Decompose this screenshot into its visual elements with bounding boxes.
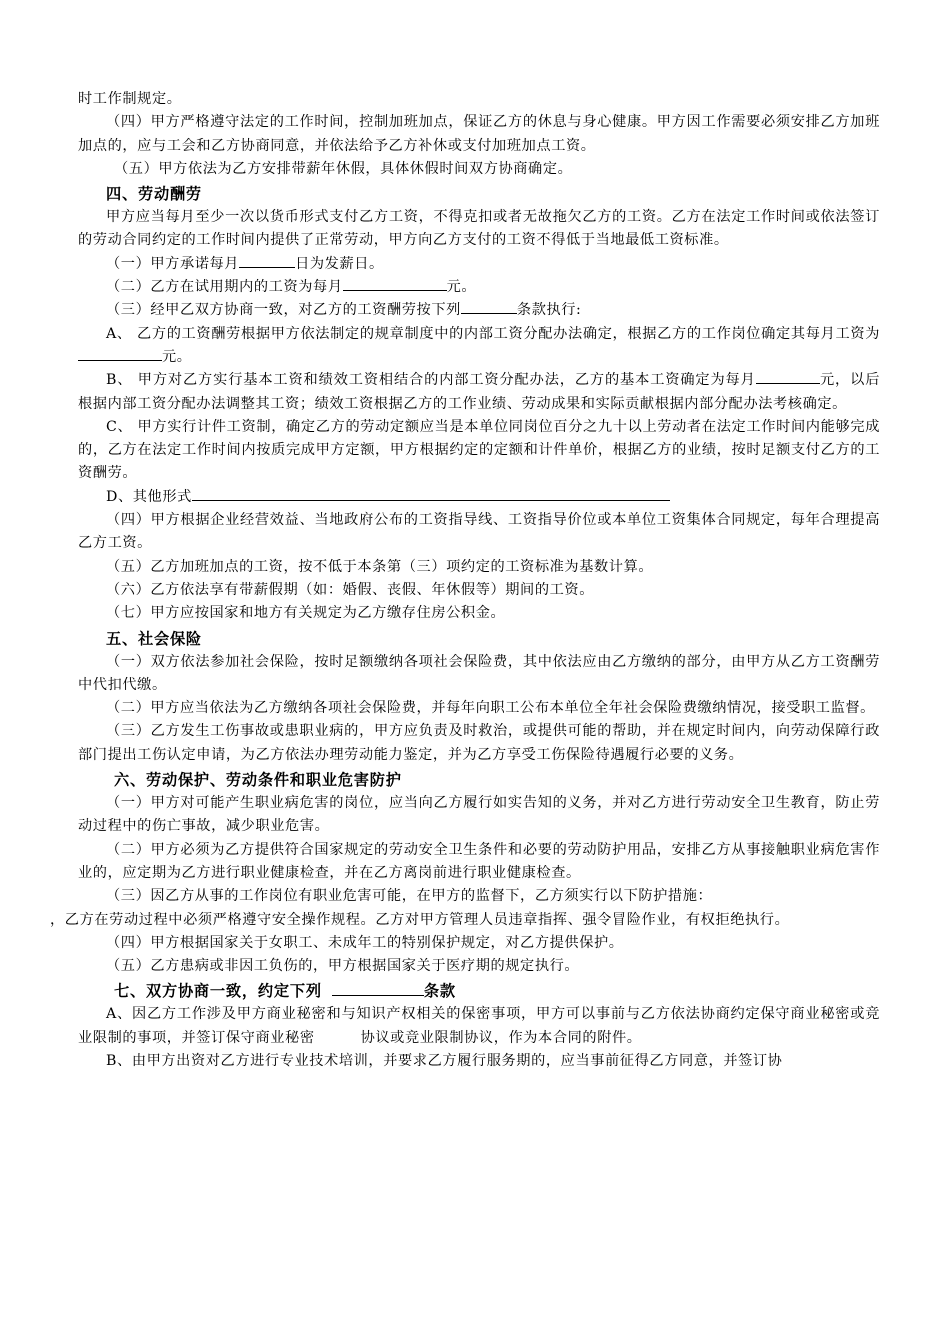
paragraph-wage-increase bbox=[78, 509, 880, 556]
section-heading-labor-protection bbox=[78, 768, 880, 792]
paragraph-insurance-2 bbox=[78, 697, 880, 720]
section-heading-social-insurance bbox=[78, 627, 880, 651]
text: （三）经甲乙双方协商一致，对乙方的工资酬劳按下列 bbox=[106, 302, 461, 319]
text: 元，以后根据内部工资分配办法调整其工资；绩效工资根据乙方的工作业绩、劳动成果和实际贡献根据内部分配办法考核确定。 bbox=[78, 372, 880, 412]
paragraph-payday bbox=[78, 253, 880, 276]
payday-blank[interactable] bbox=[239, 253, 295, 268]
text: （二）甲方应当依法为乙方缴纳各项社会保险费，并每年向职工公布本单位全年社会保险费缴纳情况，接受职工监督。 bbox=[106, 700, 875, 717]
paragraph-protection-5 bbox=[78, 955, 880, 978]
paragraph-protection-3 bbox=[50, 885, 880, 932]
paragraph-working-hours-end bbox=[78, 88, 880, 111]
heading-text: 四、劳动酬劳 bbox=[106, 185, 202, 204]
section-heading-agreed-terms bbox=[78, 979, 880, 1003]
paragraph-overtime-wage bbox=[78, 556, 880, 579]
text: （三）乙方发生工伤事故或患职业病的，甲方应负责及时救治，或提供可能的帮助，并在规定时间内，向劳动保障行政部门提出工伤认定申请，为乙方依法办理劳动能力鉴定，并为乙方享受工伤保险待遇履行必要的义务。 bbox=[78, 723, 880, 763]
text: 元。 bbox=[162, 348, 192, 365]
other-form-blank[interactable] bbox=[192, 486, 670, 501]
monthly-wage-blank[interactable] bbox=[78, 346, 162, 361]
text: （四）甲方根据企业经营效益、当地政府公布的工资指导线、工资指导价位或本单位工资集体合同规定，每年合理提高乙方工资。 bbox=[78, 512, 880, 552]
paragraph-annual-leave bbox=[78, 158, 880, 181]
text: ，乙方在劳动过程中必须严格遵守安全操作规程。乙方对甲方管理人员违章指挥、强令冒险作业，有权拒绝执行。 bbox=[50, 911, 790, 928]
text: （三）因乙方从事的工作岗位有职业危害可能，在甲方的监督下，乙方须实行以下防护措施： bbox=[106, 888, 713, 905]
text: 元。 bbox=[446, 279, 477, 296]
base-wage-blank[interactable] bbox=[756, 369, 820, 384]
text: （五）乙方加班加点的工资，按不低于本条第（三）项约定的工资标准为基数计算。 bbox=[106, 558, 654, 575]
text: （六）乙方依法享有带薪假期（如：婚假、丧假、年休假等）期间的工资。 bbox=[106, 581, 594, 598]
section-heading-remuneration bbox=[78, 182, 880, 206]
text: 条款执行: bbox=[516, 302, 582, 319]
paragraph-confidentiality bbox=[78, 1003, 880, 1050]
heading-text: 五、社会保险 bbox=[106, 629, 202, 648]
heading-text: 七、双方协商一致，约定下列 bbox=[114, 982, 322, 1001]
text: （二）甲方必须为乙方提供符合国家规定的劳动安全卫生条件和必要的劳动防护用品，安排乙方从事接触职业病危害作业的，应定期为乙方进行职业健康检查，并在乙方离岗前进行职业健康检查。 bbox=[78, 841, 880, 881]
text: 时工作制规定。 bbox=[78, 91, 182, 107]
text: 协议或竞业限制协议，作为本合同的附件。 bbox=[360, 1029, 642, 1046]
paragraph-insurance-3 bbox=[78, 720, 880, 767]
text: （一）双方依法参加社会保险，按时足额缴纳各项社会保险费，其中依法应由乙方缴纳的部分，由甲方从乙方工资酬劳中代扣代缴。 bbox=[78, 653, 880, 693]
text: A、因乙方工作涉及甲方商业秘密和与知识产权相关的保密事项，甲方可以事前与乙方依法协商约定保守商业秘密或竞业限制的事项，并签订保守商业秘密 bbox=[78, 1006, 880, 1046]
paragraph-overtime bbox=[78, 111, 880, 158]
paragraph-paid-leave-wage bbox=[78, 579, 880, 602]
text: （二）乙方在试用期内的工资为每月 bbox=[106, 279, 343, 296]
paragraph-training bbox=[78, 1050, 880, 1073]
probation-wage-blank[interactable] bbox=[343, 276, 447, 291]
paragraph-probation-wage bbox=[78, 276, 880, 299]
paragraph-protection-4 bbox=[78, 932, 880, 955]
text: （一）甲方对可能产生职业病危害的岗位，应当向乙方履行如实告知的义务，并对乙方进行劳动安全卫生教育，防止劳动过程中的伤亡事故，减少职业危害。 bbox=[78, 795, 880, 835]
text: （五）甲方依法为乙方安排带薪年休假，具体休假时间双方协商确定。 bbox=[114, 160, 573, 177]
text: （七）甲方应按国家和地方有关规定为乙方缴存住房公积金。 bbox=[106, 605, 506, 622]
contract-body bbox=[50, 88, 880, 1073]
wage-clause-blank[interactable] bbox=[461, 299, 517, 314]
paragraph-option-c bbox=[78, 416, 880, 486]
text: （四）甲方严格遵守法定的工作时间，控制加班加点，保证乙方的休息与身心健康。甲方因工作需要必须安排乙方加班加点的，应与工会和乙方协商同意，并依法给予乙方补休或支付加班加点工资。 bbox=[78, 114, 880, 154]
paragraph-wage-payment bbox=[78, 206, 880, 253]
text: 日为发薪日。 bbox=[295, 255, 384, 272]
paragraph-option-a bbox=[78, 323, 880, 370]
text: （四）甲方根据国家关于女职工、未成年工的特别保护规定，对乙方提供保护。 bbox=[106, 934, 624, 951]
heading-text: 条款 bbox=[423, 982, 456, 1001]
heading-text: 六、劳动保护、劳动条件和职业危害防护 bbox=[114, 771, 402, 790]
paragraph-protection-1 bbox=[78, 792, 880, 839]
text: D、其他形式 bbox=[106, 488, 192, 505]
paragraph-protection-2 bbox=[78, 839, 880, 886]
paragraph-option-d bbox=[78, 486, 880, 509]
text: B、 甲方对乙方实行基本工资和绩效工资相结合的内部工资分配办法，乙方的基本工资确定为每月 bbox=[106, 372, 756, 389]
paragraph-insurance-1 bbox=[78, 651, 880, 698]
text: 甲方应当每月至少一次以货币形式支付乙方工资，不得克扣或者无故拖欠乙方的工资。乙方在法定工作时间或依法签订的劳动合同约定的工作时间内提供了正常劳动，甲方向乙方支付的工资不得低于当地最低工资标准。 bbox=[78, 209, 880, 249]
paragraph-housing-fund bbox=[78, 602, 880, 625]
text: B、由甲方出资对乙方进行专业技术培训，并要求乙方履行服务期的，应当事前征得乙方同意，并签订协 bbox=[106, 1052, 783, 1069]
agreed-terms-blank[interactable] bbox=[332, 981, 424, 996]
text: A、 乙方的工资酬劳根据甲方依法制定的规章制度中的内部工资分配办法确定，根据乙方的工作岗位确定其每月工资为 bbox=[106, 325, 880, 342]
paragraph-wage-clause bbox=[78, 299, 880, 322]
text: C、 甲方实行计件工资制，确定乙方的劳动定额应当是本单位同岗位百分之九十以上劳动者在法定工作时间内能够完成的，乙方在法定工作时间内按质完成甲方定额，甲方根据约定的定额和计件单价，根据乙方的业绩，按时足额支付乙方的工资酬劳。 bbox=[78, 418, 880, 482]
paragraph-option-b bbox=[78, 369, 880, 416]
text: （五）乙方患病或非因工负伤的，甲方根据国家关于医疗期的规定执行。 bbox=[106, 958, 580, 975]
text: （一）甲方承诺每月 bbox=[106, 255, 240, 272]
